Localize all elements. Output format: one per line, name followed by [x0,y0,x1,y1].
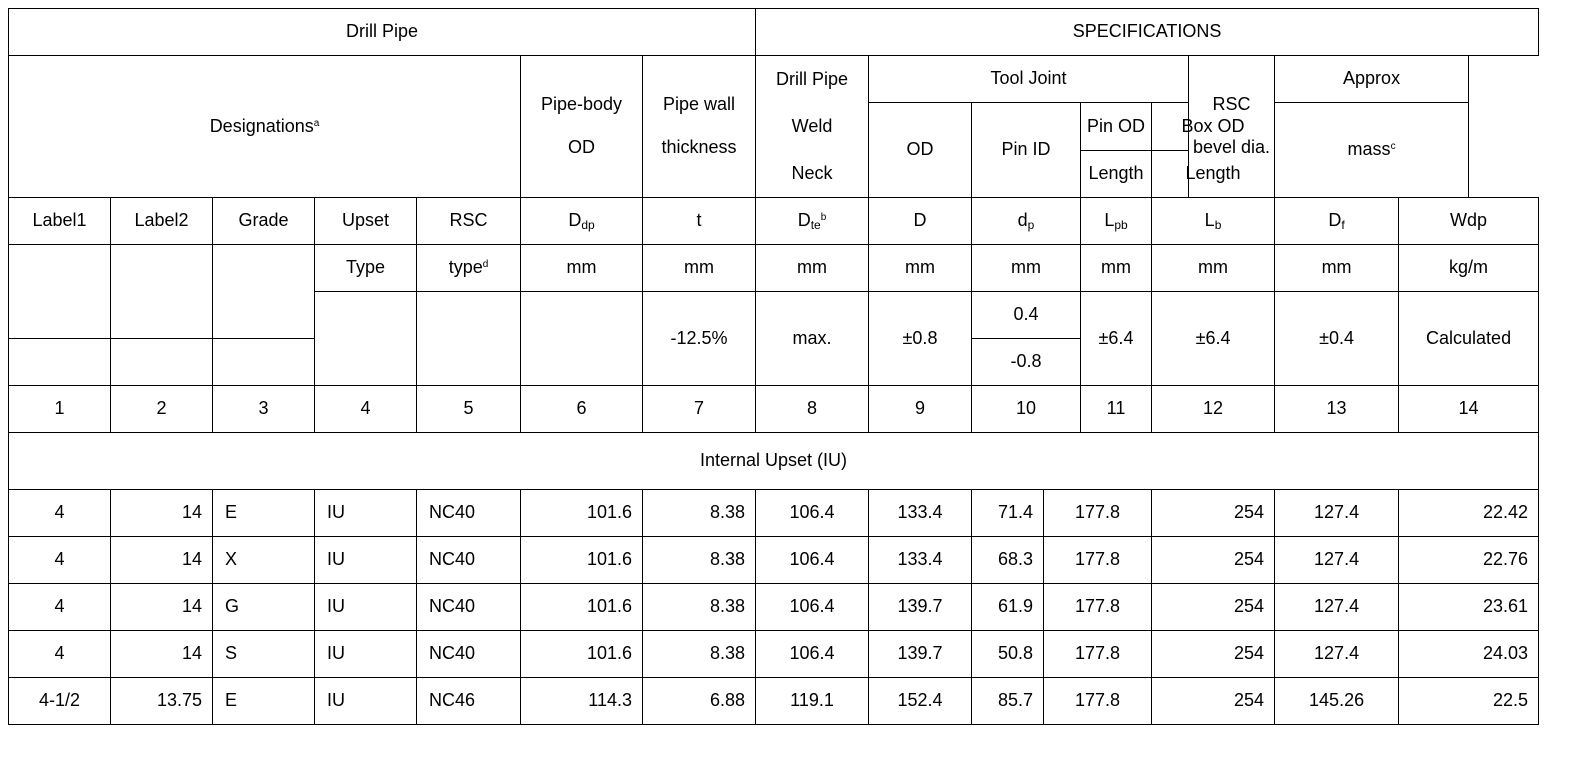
cell-upset: IU [315,631,417,678]
cell-lpb: 177.8 [1044,537,1152,584]
cell-lb: 254 [1152,678,1275,725]
header-pin-od-length: Length [1081,151,1152,198]
symbol-upset: Upset [315,198,417,245]
tol-lb: ±6.4 [1152,292,1275,386]
cell-dp: 85.7 [972,678,1044,725]
cell-wdp: 23.61 [1399,584,1539,631]
cell-label2: 13.75 [111,678,213,725]
cell-lpb: 177.8 [1044,631,1152,678]
drill-pipe-spec-table [8,8,1539,725]
cell-d: 133.4 [869,490,972,537]
cell-dp: 68.3 [972,537,1044,584]
header-mass: mass$^c$ [1275,103,1469,198]
cell-grade: E [213,678,315,725]
cell-t: 6.88 [643,678,756,725]
table-row [9,490,1539,537]
cell-d: 139.7 [869,584,972,631]
table-row [9,678,1539,725]
cell-label2: 14 [111,537,213,584]
cell-dte: 106.4 [756,537,869,584]
symbol-label1: Label1 [9,198,111,245]
cell-ddp: 101.6 [521,537,643,584]
unit-lpb: mm [1081,245,1152,292]
symbol-wdp: Wdp [1399,198,1539,245]
column-number: 6 [521,386,643,433]
tol-df: ±0.4 [1275,292,1399,386]
cell-label1: 4-1/2 [9,678,111,725]
column-number: 2 [111,386,213,433]
tol-wdp: Calculated [1399,292,1539,386]
header-specifications: SPECIFICATIONS [756,9,1539,56]
header-pin-id: Pin ID [972,103,1081,198]
cell-label1: 4 [9,537,111,584]
cell-df: 127.4 [1275,490,1399,537]
tol-grade-empty [213,339,315,386]
cell-rsc: NC40 [417,584,521,631]
symbol-rsc: RSC [417,198,521,245]
cell-rsc: NC40 [417,537,521,584]
tol-rsc-empty [417,292,521,386]
cell-lb: 254 [1152,537,1275,584]
unit-d: mm [869,245,972,292]
tol-label2-empty [111,339,213,386]
column-number: 7 [643,386,756,433]
header-od: OD [869,103,972,198]
column-number: 10 [972,386,1081,433]
header-drill-pipe: Drill Pipe [9,9,756,56]
tol-ddp-empty [521,292,643,386]
cell-upset: IU [315,537,417,584]
table-row [9,631,1539,678]
cell-label1: 4 [9,584,111,631]
units-grade-empty [213,245,315,339]
cell-ddp: 101.6 [521,631,643,678]
cell-rsc: NC40 [417,631,521,678]
unit-dp: mm [972,245,1081,292]
units-label1-empty [9,245,111,339]
cell-d: 133.4 [869,537,972,584]
cell-label2: 14 [111,631,213,678]
cell-df: 127.4 [1275,537,1399,584]
cell-df: 127.4 [1275,584,1399,631]
cell-upset: IU [315,584,417,631]
cell-d: 152.4 [869,678,972,725]
unit-upset-type: Type [315,245,417,292]
cell-dte: 106.4 [756,584,869,631]
cell-grade: S [213,631,315,678]
unit-t: mm [643,245,756,292]
tol-d: ±0.8 [869,292,972,386]
cell-wdp: 22.5 [1399,678,1539,725]
header-box-od-length: Length [1152,151,1275,198]
cell-dp: 61.9 [972,584,1044,631]
column-number: 1 [9,386,111,433]
symbol-dte: $D_{te}^b$ [756,198,869,245]
cell-rsc: NC46 [417,678,521,725]
cell-dp: 71.4 [972,490,1044,537]
symbol-grade: Grade [213,198,315,245]
cell-ddp: 101.6 [521,584,643,631]
symbol-t: t [643,198,756,245]
cell-df: 145.26 [1275,678,1399,725]
cell-grade: X [213,537,315,584]
cell-lpb: 177.8 [1044,490,1152,537]
header-box-od: Box OD [1152,103,1275,151]
unit-rsc-type: type$^d$ [417,245,521,292]
cell-label1: 4 [9,631,111,678]
symbol-label2: Label2 [111,198,213,245]
cell-wdp: 24.03 [1399,631,1539,678]
tol-dp-minus: -0.8 [972,339,1081,386]
column-number: 9 [869,386,972,433]
cell-t: 8.38 [643,584,756,631]
header-pipe-wall-thickness: Pipe wall thickness [643,56,756,198]
cell-t: 8.38 [643,490,756,537]
tol-dp-plus: 0.4 [972,292,1081,339]
unit-lb: mm [1152,245,1275,292]
header-weld-neck: Drill Pipe Weld Neck [756,56,869,198]
cell-lb: 254 [1152,490,1275,537]
cell-dte: 119.1 [756,678,869,725]
units-label2-empty [111,245,213,339]
symbol-ddp: $D_{dp}$ [521,198,643,245]
unit-ddp: mm [521,245,643,292]
column-number: 14 [1399,386,1539,433]
cell-label2: 14 [111,490,213,537]
cell-lpb: 177.8 [1044,584,1152,631]
unit-wdp: kg/m [1399,245,1539,292]
cell-grade: G [213,584,315,631]
column-number: 4 [315,386,417,433]
symbol-dp: $d_p$ [972,198,1081,245]
cell-dp: 50.8 [972,631,1044,678]
section-title: Internal Upset (IU) [9,433,1539,490]
header-approx: Approx [1275,56,1469,103]
cell-t: 8.38 [643,631,756,678]
cell-label1: 4 [9,490,111,537]
header-rsc-bevel-dia: RSC bevel dia. [1189,56,1275,198]
tol-upset-empty [315,292,417,386]
cell-dte: 106.4 [756,631,869,678]
column-number: 13 [1275,386,1399,433]
cell-ddp: 101.6 [521,490,643,537]
unit-df: mm [1275,245,1399,292]
cell-t: 8.38 [643,537,756,584]
symbol-df: $D_f$ [1275,198,1399,245]
cell-grade: E [213,490,315,537]
table-row [9,584,1539,631]
column-number: 8 [756,386,869,433]
cell-label2: 14 [111,584,213,631]
cell-lb: 254 [1152,631,1275,678]
column-number: 5 [417,386,521,433]
column-number: 3 [213,386,315,433]
symbol-lb: $L_b$ [1152,198,1275,245]
table-row [9,537,1539,584]
column-number: 11 [1081,386,1152,433]
tol-t: -12.5% [643,292,756,386]
cell-lb: 254 [1152,584,1275,631]
header-tool-joint: Tool Joint [869,56,1189,103]
cell-wdp: 22.42 [1399,490,1539,537]
cell-lpb: 177.8 [1044,678,1152,725]
tol-label1-empty [9,339,111,386]
cell-ddp: 114.3 [521,678,643,725]
cell-d: 139.7 [869,631,972,678]
symbol-lpb: $L_{pb}$ [1081,198,1152,245]
tol-dte: max. [756,292,869,386]
tol-lpb: ±6.4 [1081,292,1152,386]
unit-dte: mm [756,245,869,292]
header-pipe-body-od: Pipe-body OD [521,56,643,198]
cell-upset: IU [315,490,417,537]
symbol-d: D [869,198,972,245]
cell-dte: 106.4 [756,490,869,537]
header-designations: Designations$^a$ [9,56,521,198]
cell-df: 127.4 [1275,631,1399,678]
cell-wdp: 22.76 [1399,537,1539,584]
cell-upset: IU [315,678,417,725]
cell-rsc: NC40 [417,490,521,537]
header-pin-od: Pin OD [1081,103,1152,151]
column-number: 12 [1152,386,1275,433]
